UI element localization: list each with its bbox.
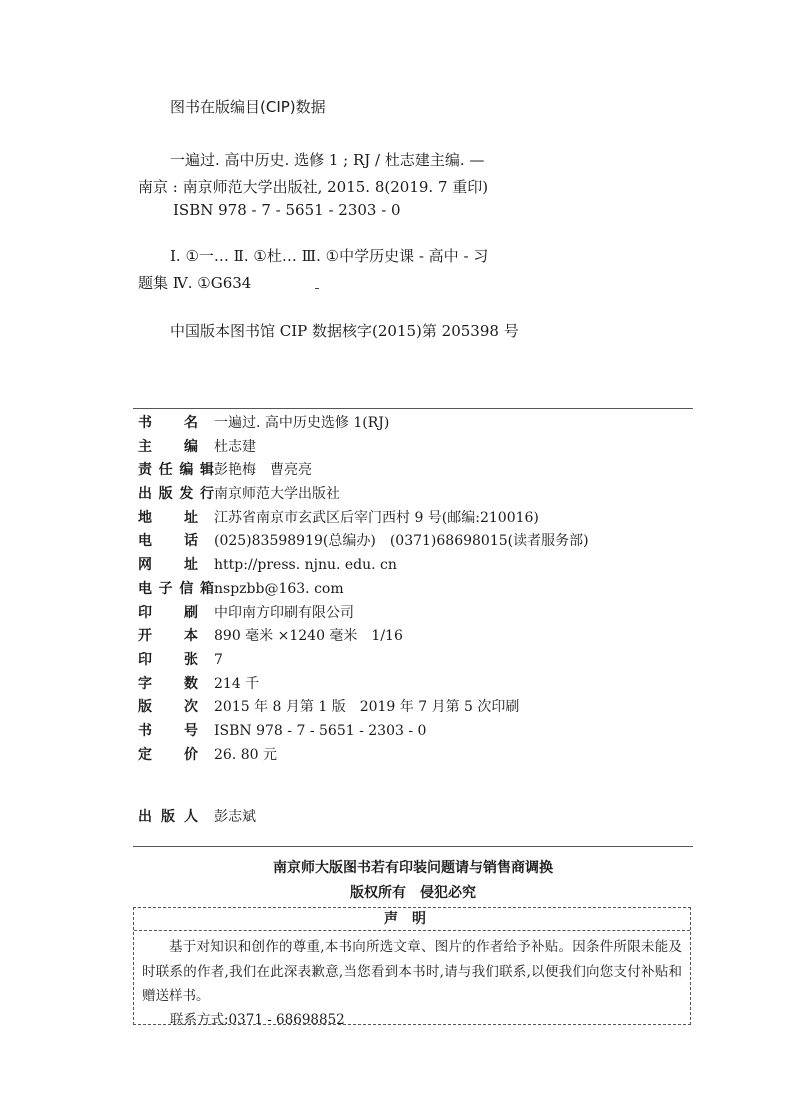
statement-title: 声明 xyxy=(134,908,690,931)
info-row-editor xyxy=(138,436,678,460)
book-info-table xyxy=(138,412,678,767)
info-row-printer xyxy=(138,602,678,626)
publisher-value: 彭志斌 xyxy=(214,809,256,825)
info-label: 印刷 xyxy=(138,604,198,621)
info-label: 主编 xyxy=(138,438,198,455)
copyright-notice: 版权所有 侵犯必究 xyxy=(350,885,476,901)
divider-bottom xyxy=(133,846,693,847)
cip-heading: 图书在版编目(CIP)数据 xyxy=(170,98,326,116)
divider-top xyxy=(133,408,693,409)
cip-line-publisher: 南京 : 南京师范大学出版社, 2015. 8(2019. 7 重印) xyxy=(138,178,489,196)
info-value: 一遍过. 高中历史选修 1(RJ) xyxy=(214,415,390,431)
info-row-email xyxy=(138,578,678,602)
statement-body: 基于对知识和创作的尊重,本书向所选文章、图片的作者给予补贴。因条件所限未能及时联系的作者,我们在此深表歉意,当您看到本书时,请与我们联系,以便我们向您支付补贴和赠送样书。 xyxy=(142,939,682,1004)
info-value: 26. 80 元 xyxy=(214,746,277,763)
cip-line-title: 一遍过. 高中历史. 选修 1 ; RJ / 杜志建主编. — xyxy=(170,151,485,169)
info-row-responsible-editor xyxy=(138,459,678,483)
info-label: 字数 xyxy=(138,675,198,692)
info-row-phone xyxy=(138,530,678,554)
print-defect-notice: 南京师大版图书若有印装问题请与销售商调换 xyxy=(273,860,553,876)
info-label: 电话 xyxy=(138,533,198,550)
info-row-distributor xyxy=(138,483,678,507)
info-row-website xyxy=(138,554,678,578)
info-value: 中印南方印刷有限公司 xyxy=(214,604,354,621)
info-label: 电子信箱 xyxy=(138,580,214,597)
info-value: 南京师范大学出版社 xyxy=(214,486,340,503)
statement-box xyxy=(133,907,691,1028)
info-value: 彭艳梅 曹亮亮 xyxy=(214,462,312,479)
info-value: 2015 年 8 月第 1 版 2019 年 7 月第 5 次印刷 xyxy=(214,699,520,716)
info-label: 开本 xyxy=(138,628,198,645)
info-label: 书号 xyxy=(138,722,198,739)
info-label: 出版发行 xyxy=(138,486,214,503)
info-row-title xyxy=(138,412,678,436)
info-row-format xyxy=(138,625,678,649)
info-row-price xyxy=(138,744,678,768)
info-row-word-count xyxy=(138,673,678,697)
info-value: http://press. njnu. edu. cn xyxy=(214,557,397,574)
publisher-label: 出版人 xyxy=(138,809,198,825)
info-label: 地址 xyxy=(138,509,198,526)
info-value: 杜志建 xyxy=(214,438,256,455)
info-row-edition xyxy=(138,696,678,720)
info-label: 定价 xyxy=(138,746,198,763)
info-value: 214 千 xyxy=(214,675,260,692)
info-label: 责任编辑 xyxy=(138,462,214,479)
statement-contact: 联系方式:0371 - 68698852 xyxy=(170,1011,345,1028)
info-value: (025)83598919(总编办) (0371)68698015(读者服务部) xyxy=(214,533,589,550)
publisher-row xyxy=(138,806,256,826)
info-row-sheets xyxy=(138,649,678,673)
info-value: 890 毫米 ×1240 毫米 1/16 xyxy=(214,628,403,645)
info-value: 江苏省南京市玄武区后宰门西村 9 号(邮编:210016) xyxy=(214,509,539,526)
info-label: 网址 xyxy=(138,557,198,574)
info-row-isbn xyxy=(138,720,678,744)
info-label: 版次 xyxy=(138,699,198,716)
cip-line-isbn: ISBN 978 - 7 - 5651 - 2303 - 0 xyxy=(173,201,401,219)
info-row-address xyxy=(138,507,678,531)
info-value: nspzbb@163. com xyxy=(214,580,344,597)
cip-line-record-number: 中国版本图书馆 CIP 数据核字(2015)第 205398 号 xyxy=(170,322,519,340)
stray-mark xyxy=(315,288,319,289)
info-label: 书名 xyxy=(138,415,198,431)
cip-line-classification-cont: 题集 Ⅳ. ①G634 xyxy=(138,274,252,292)
info-value: 7 xyxy=(214,651,223,668)
info-value: ISBN 978 - 7 - 5651 - 2303 - 0 xyxy=(214,722,427,739)
info-label: 印张 xyxy=(138,651,198,668)
cip-line-classification: Ⅰ. ①一… Ⅱ. ①杜… Ⅲ. ①中学历史课 - 高中 - 习 xyxy=(170,247,489,265)
